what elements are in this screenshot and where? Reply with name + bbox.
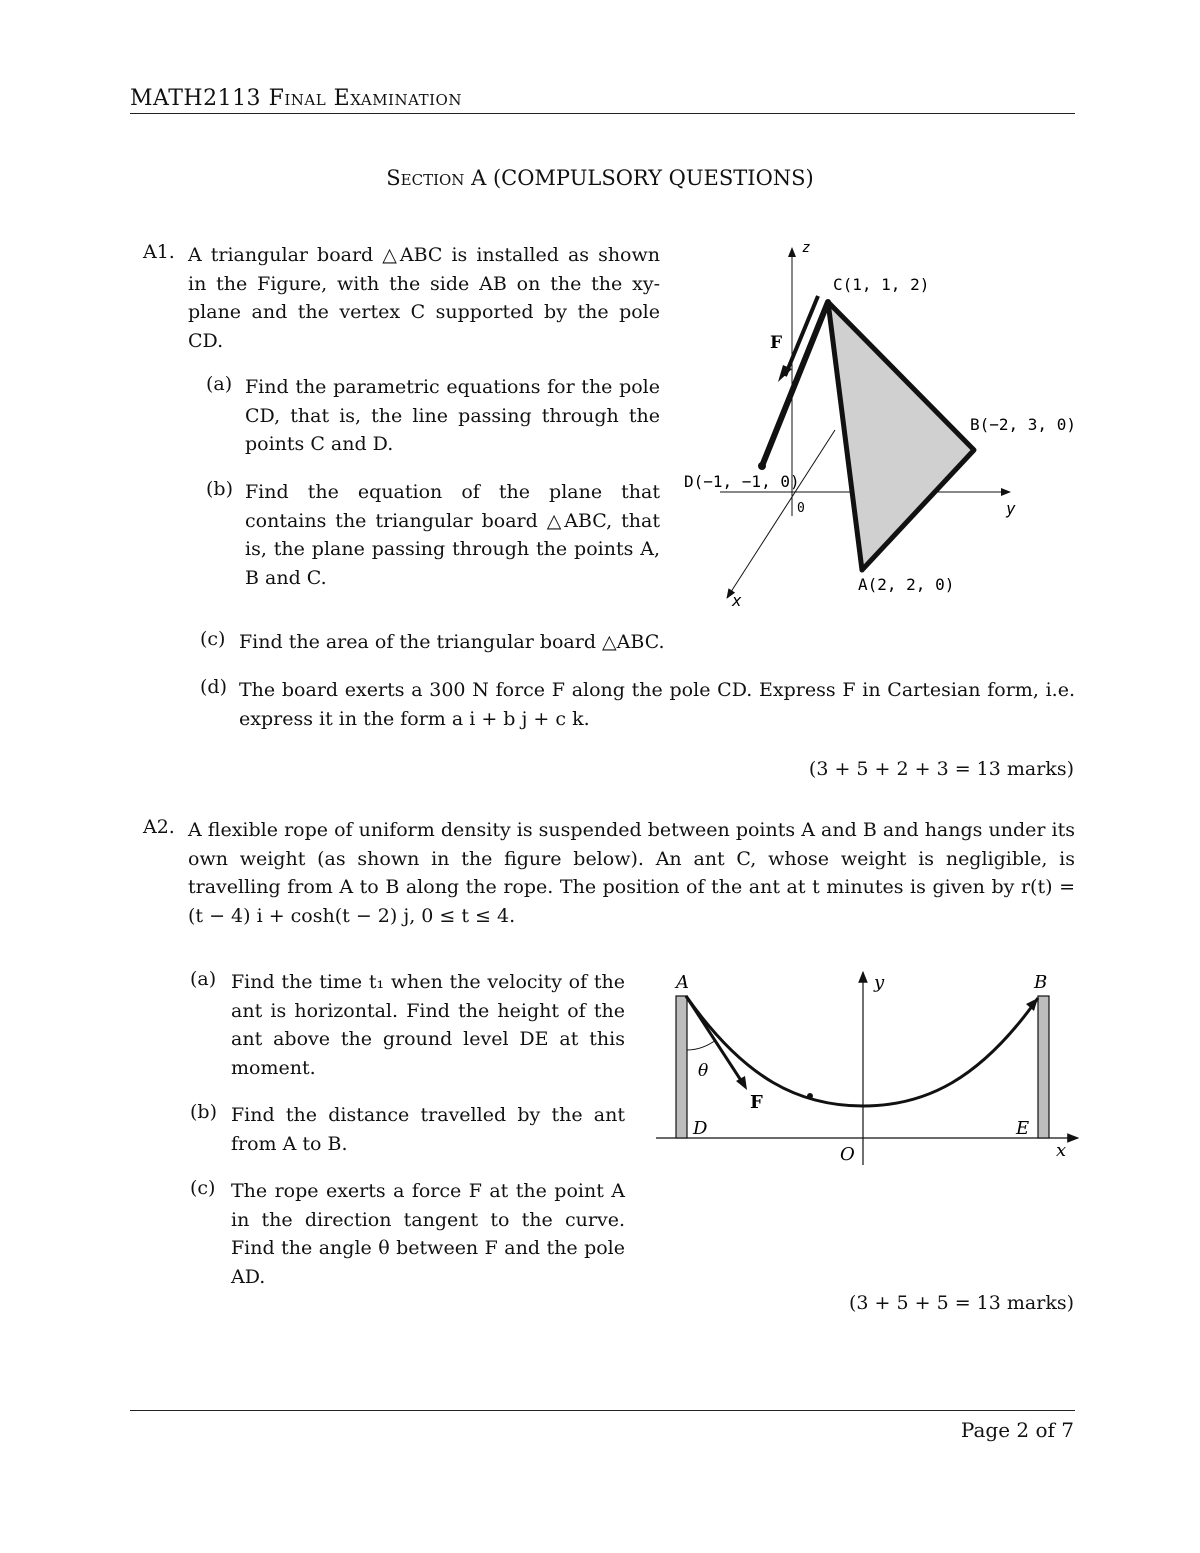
a1-intro: A triangular board △ABC is installed as shown in the Figure, with the side AB on the the xy-plane and the vertex C supported by the pole CD. <box>188 244 660 352</box>
exam-title: Final Examination <box>268 86 462 111</box>
a1-part-b-text: Find the equation of the plane that contains the triangular board △ABC, that is, the plane passing through the points A, B and C. <box>245 481 660 589</box>
y-label: y <box>874 972 885 993</box>
ant-marker <box>807 1093 813 1099</box>
a1-part-d-text: The board exerts a 300 N force F along the pole CD. Express F in Cartesian form, i.e. express it in the form a i + b j + c k. <box>239 679 1075 730</box>
triangle-board <box>828 302 974 570</box>
a2-part-c-text: The rope exerts a force F at the point A in the direction tangent to the curve. Find the angle θ between F and the pole AD. <box>231 1180 625 1288</box>
page-number: Page 2 of 7 <box>960 1418 1074 1442</box>
a2-part-a-label: (a) <box>190 968 217 990</box>
x-label: x <box>1056 1140 1067 1161</box>
page-header <box>130 86 462 111</box>
force-arrow <box>686 996 742 1082</box>
rope-arrowhead <box>1026 998 1038 1011</box>
a1-figure <box>670 230 1080 620</box>
section-title: Section A (COMPULSORY QUESTIONS) <box>386 166 814 190</box>
course-code: MATH2113 <box>130 86 262 111</box>
point-c-label: C(1, 1, 2) <box>833 275 930 294</box>
point-a-label: A(2, 2, 0) <box>858 575 955 594</box>
x-label: x <box>732 591 742 610</box>
point-b-label: B <box>1034 972 1048 993</box>
question-number-a2: A2. <box>143 816 175 838</box>
footer-rule <box>130 1410 1075 1411</box>
theta-arc <box>687 1040 716 1050</box>
a2-part-b-label: (b) <box>190 1101 217 1123</box>
pole-be <box>1038 996 1049 1138</box>
x-axis <box>727 430 835 598</box>
origin-label: O <box>840 1144 855 1165</box>
force-label: F <box>770 333 783 353</box>
a1-part-c-label: (c) <box>200 628 226 650</box>
a2-intro: A flexible rope of uniform density is suspended between points A and B and hangs under its own weight (as shown in the figure below). An ant C, whose weight is negligible, is travelling from A to B along the rope. The position of the ant at t minutes is given by r(t) = (t − 4) i + cosh(t − 2) j, 0 ≤ t ≤ 4. <box>188 819 1075 927</box>
a1-part-d-label: (d) <box>200 676 227 698</box>
a1-marks: (3 + 5 + 2 + 3 = 13 marks) <box>808 758 1074 780</box>
rope-curve <box>686 996 1038 1106</box>
a2-part-b-text: Find the distance travelled by the ant from A to B. <box>231 1104 625 1155</box>
a2-part-a-text: Find the time t₁ when the velocity of the ant is horizontal. Find the height of the ant above the ground level DE at this moment. <box>231 971 625 1079</box>
origin-label: 0 <box>797 501 805 516</box>
point-b-label: B(−2, 3, 0) <box>970 415 1076 434</box>
z-label: z <box>802 240 811 256</box>
force-arrowhead <box>736 1076 747 1090</box>
pole-ad <box>676 996 687 1138</box>
y-label: y <box>1006 499 1016 518</box>
a1-part-a-text: Find the parametric equations for the pole CD, that is, the line passing through the points C and D. <box>245 376 660 455</box>
a2-part-c-label: (c) <box>190 1177 216 1199</box>
a2-marks: (3 + 5 + 5 = 13 marks) <box>849 1292 1074 1314</box>
point-a-label: A <box>676 972 689 993</box>
force-label: F <box>750 1092 763 1113</box>
header-rule <box>130 113 1075 114</box>
a1-part-b-label: (b) <box>206 478 233 500</box>
point-e-label: E <box>1016 1118 1030 1139</box>
a1-part-c-text: Find the area of the triangular board △ABC. <box>239 631 665 653</box>
a2-figure <box>650 960 1086 1175</box>
point-d-label: D <box>693 1118 708 1139</box>
question-number-a1: A1. <box>143 241 175 263</box>
theta-label: θ <box>698 1061 709 1081</box>
a1-part-a-label: (a) <box>206 373 233 395</box>
point-d-label: D(−1, −1, 0) <box>684 472 800 491</box>
pole-cd <box>762 302 828 466</box>
point-d-marker <box>758 462 766 470</box>
